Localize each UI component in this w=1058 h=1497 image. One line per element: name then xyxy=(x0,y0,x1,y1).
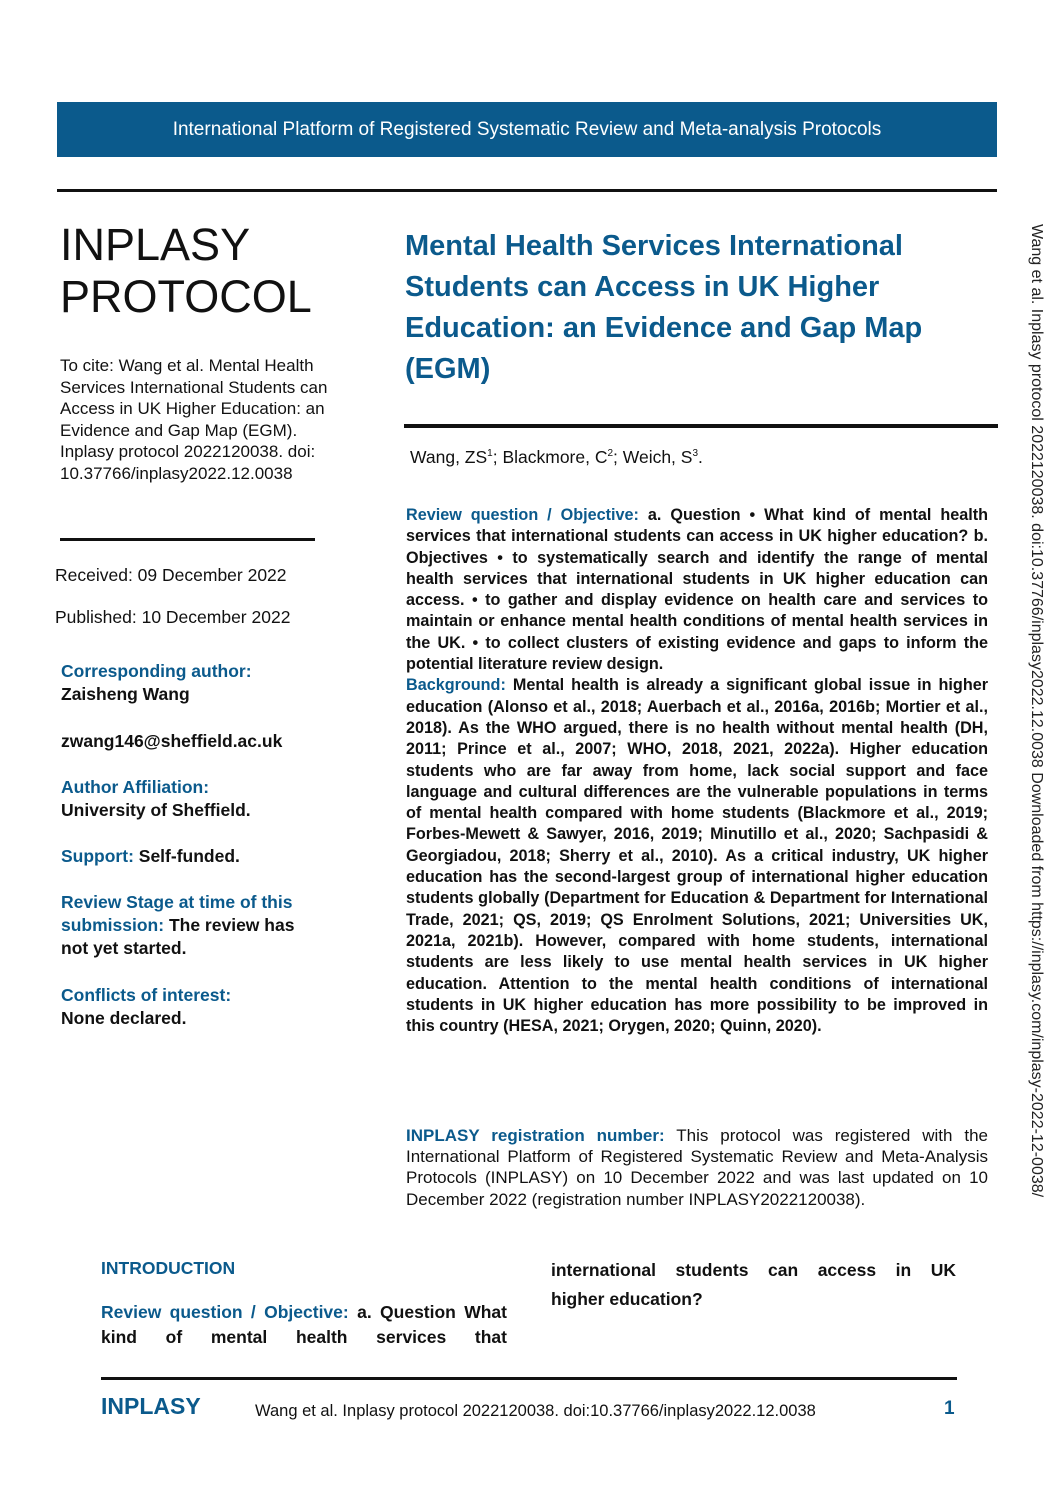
author-1-affil: 1 xyxy=(487,448,493,460)
introduction-column-1 xyxy=(101,1300,507,1349)
registration-label: INPLASY registration number: xyxy=(406,1126,665,1145)
email-text: zwang146@sheffield.ac.uk xyxy=(61,731,283,751)
author-email xyxy=(61,730,341,753)
footer-citation: Wang et al. Inplasy protocol 2022120038. doi:10.37766/inplasy2022.12.0038 xyxy=(255,1402,816,1420)
citation-rule xyxy=(60,538,315,541)
support-label: Support: xyxy=(61,846,134,866)
citation-text: To cite: Wang et al. Mental Health Services International Students can Access in UK Higher Education: an Evidence and Gap Map (EGM). Inplasy protocol 2022120038. doi: 10.37766/inplasy2022.12.0038 xyxy=(60,356,328,483)
abstract-background xyxy=(406,675,988,1037)
registration-text: This protocol was registered with the International Platform of Registered Systematic Review and Meta-Analysis Protocols (INPLASY) on 10 December 2022 and was last updated on 10 December 2022 (registration number INPLASY2022120038). xyxy=(406,1126,988,1209)
intro-review-label: Review question / Objective: xyxy=(101,1302,349,1322)
header-rule xyxy=(57,189,997,192)
objective-label: Review question / Objective: xyxy=(406,506,639,524)
platform-banner: International Platform of Registered Systematic Review and Meta-analysis Protocols xyxy=(57,102,997,157)
corresponding-name: Zaisheng Wang xyxy=(61,684,190,704)
intro-col2-line-2: higher education? xyxy=(551,1289,703,1309)
objective-text: a. Question • What kind of mental health services that international students can access in UK higher education? b. Objectives • to systematically search and identify the range of mental health services that international students in UK higher education can access. • to gather and display evidence on health care and services to maintain or enhance mental health conditions of mental health services in the UK. • to collect clusters of existing evidence and gaps to inform the potential literature review design. xyxy=(406,506,988,674)
received-date: Received: 09 December 2022 xyxy=(55,565,287,585)
paper-title: Mental Health Services International Students can Access in UK Higher Education: an Evidence and Gap Map (EGM) xyxy=(405,230,923,385)
abstract-objective xyxy=(406,505,988,675)
author-2: ; Blackmore, C xyxy=(492,447,608,467)
author-list xyxy=(410,447,703,468)
footer-brand: INPLASY xyxy=(101,1393,201,1419)
registration-info xyxy=(406,1125,988,1210)
brand-line-1: INPLASY xyxy=(60,219,251,270)
affiliation-value: University of Sheffield. xyxy=(61,800,251,820)
intro-review-text: a. Question What kind of mental health services that xyxy=(101,1302,507,1347)
footer-rule xyxy=(101,1377,957,1380)
conflicts-of-interest xyxy=(61,984,341,1030)
review-stage-value: The review has not yet started. xyxy=(61,915,295,958)
inplasy-protocol-heading xyxy=(60,219,360,323)
page-number: 1 xyxy=(944,1398,955,1419)
review-stage xyxy=(61,891,326,960)
introduction-heading: INTRODUCTION xyxy=(101,1258,236,1278)
background-text: Mental health is already a significant global issue in higher education (Alonso et al., 2018; Auerbach et al., 2016a, 2016b; Mortier et al., 2018). As the WHO argued, there is no health without mental health (DH, 2011; Prince et al., 2007; WHO, 2018, 2021, 2022a). Higher education students who are far away from home, lack social support and face language and cultural differences are the vulnerable populations in terms of mental health compared with home students (Blackmore et al., 2019; Forbes-Mewett & Sawyer, 2016, 2019; Minutillo et al., 2020; Sachpasidi & Georgiadou, 2018; Sherry et al., 2010). As a critical industry, UK higher education has the second-largest group of international higher education students globally (Department for Education & Department for International Trade, 2021; QS, 2019; QS Enrolment Solutions, 2021; Universities UK, 2021a, 2021b). However, compared with home students, international students are less likely to use mental health services in UK higher education. Attention to the mental health conditions of international students in UK higher education has more possibility to be improved in this country (HESA, 2021; Orygen, 2020; Quinn, 2020). xyxy=(406,676,989,1036)
abstract xyxy=(406,505,988,1037)
review-stage-label: Review Stage at time of this submission: xyxy=(61,892,293,935)
author-2-affil: 2 xyxy=(607,448,614,460)
author-list-end: . xyxy=(698,447,703,467)
intro-col2-line-1: international students can access in UK xyxy=(551,1260,956,1280)
author-3-affil: 3 xyxy=(692,448,699,460)
side-download-note: Wang et al. Inplasy protocol 2022120038. doi:10.37766/inplasy2022.12.0038 Downloaded from https://inplasy.com/inplasy-2022-12-0038/ xyxy=(1028,224,1045,1198)
author-3: ; Weich, S xyxy=(613,447,693,467)
brand-line-2: PROTOCOL xyxy=(60,271,312,322)
conflicts-value: None declared. xyxy=(61,1008,187,1028)
corresponding-label: Corresponding author: xyxy=(61,661,252,681)
title-rule xyxy=(404,424,998,428)
author-1: Wang, ZS xyxy=(410,447,488,467)
affiliation-label: Author Affiliation: xyxy=(61,777,210,797)
author-affiliation xyxy=(61,776,341,822)
published-date: Published: 10 December 2022 xyxy=(55,607,291,627)
support-info xyxy=(61,845,341,868)
background-label: Background: xyxy=(406,676,506,695)
corresponding-author xyxy=(61,660,341,706)
introduction-column-2 xyxy=(551,1256,956,1314)
support-value: Self-funded. xyxy=(138,846,240,866)
conflicts-label: Conflicts of interest: xyxy=(61,985,232,1005)
